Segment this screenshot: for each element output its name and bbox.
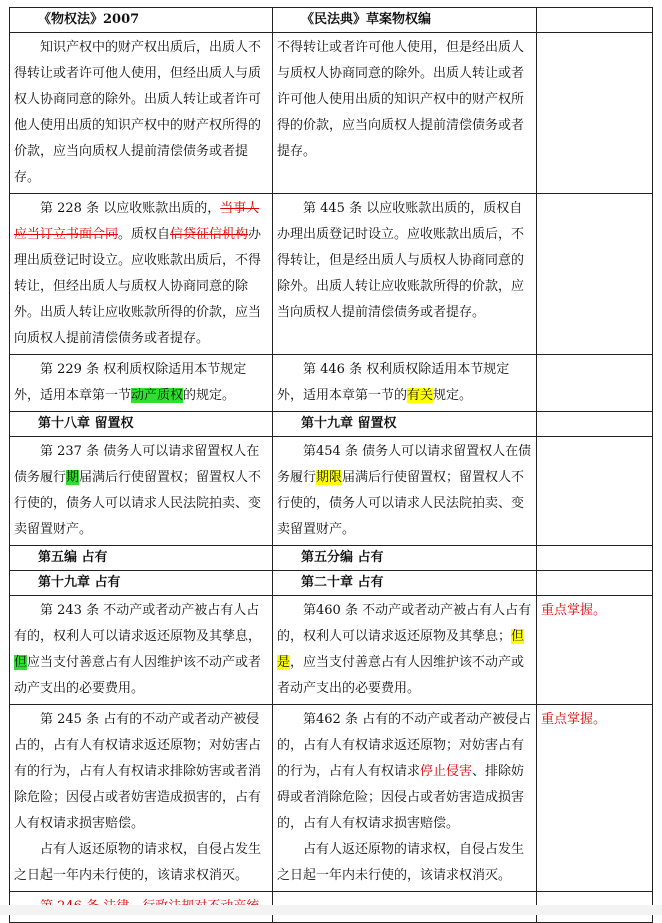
page-bottom-bar (0, 905, 662, 915)
cell-left (10, 194, 273, 355)
header-note (537, 8, 653, 33)
header-right: 《民法典》草案物权编 (273, 8, 537, 33)
cell-note (537, 355, 653, 412)
highlighted-text: 有关 (407, 388, 434, 403)
comparison-table (9, 7, 653, 923)
text: 第 243 条 不动产或者动产被占有人占有的，权利人可以请求返还原物及其孳息， (14, 603, 262, 644)
part-left: 第五编 占有 (10, 546, 273, 571)
text: 届满后行使留置权；留置权人不行使的，债务人可以请求人民法院拍卖、变卖留置财产。 (14, 470, 262, 537)
cell-right (273, 705, 537, 892)
cell-note (537, 546, 653, 571)
cell-note (537, 33, 653, 194)
text: 第 228 条 以应收账款出质的， (40, 201, 221, 216)
highlighted-text: 期限 (316, 470, 343, 485)
text: 第 237 条 债务人可以请求留置权人在债务履行 (14, 444, 260, 485)
paragraph: 占有人返还原物的请求权，自侵占发生之日起一年内未行使的，该请求权消灭。 (277, 842, 525, 883)
cell-note (537, 412, 653, 437)
cell-left (10, 437, 273, 546)
text: 第462 条 占有的不动产或者动产被侵占的，占有人有权请求返还原物；对妨害占有的行为，占有人有权请求 (277, 712, 532, 779)
text: 第 229 条 权利质权除适用本节规定外，适用本章第一节 (14, 362, 247, 403)
text: 届满后行使留置权；留置权人不行使的，债务人可以请求人民法院拍卖、变卖留置财产。 (277, 470, 525, 537)
cell-note (537, 194, 653, 355)
cell-right (273, 437, 537, 546)
deleted-text: 当事人应当订立书面合同 (14, 201, 260, 242)
paragraph: 第 245 条 占有的不动产或者动产被侵占的，占有人有权请求返还原物；对妨害占有的行为，占有人有权请求排除妨害或者消除危险；因侵占或者妨害造成损害的，占有人有权请求损害赔偿。 (14, 712, 262, 831)
part-row (10, 546, 653, 571)
cell-left: 知识产权中的财产权出质后，出质人不得转让或者许可他人使用，但经出质人与质权人协商同意的除外。出质人转让或者许可他人使用出质的知识产权中的财产权所得的价款，应当向质权人提前清偿债务或者提存。 (10, 33, 273, 194)
text: 第460 条 不动产或者动产被占有人占有的，权利人可以请求返还原物及其孳息； (277, 603, 532, 644)
table-row (10, 194, 653, 355)
cell-note (537, 571, 653, 596)
highlighted-text: 但 (14, 655, 28, 670)
table-row (10, 596, 653, 705)
cell-note: 重点掌握。 (537, 596, 653, 705)
table-row (10, 33, 653, 194)
cell-left (10, 705, 273, 892)
text: 、排除妨碍或者消除危险；因侵占或者妨害造成损害的，占有人有权请求损害赔偿。 (277, 764, 525, 831)
text: 规定。 (433, 388, 473, 403)
cell-note: 重点掌握。 (537, 705, 653, 892)
text: 应当支付善意占有人因维护该不动产或者动产支出的必要费用。 (14, 655, 262, 696)
cell-left (10, 596, 273, 705)
paragraph (277, 707, 532, 837)
text: 第 446 条 权利质权除适用本节规定外，适用本章第一节的 (277, 362, 510, 403)
paragraph: 占有人返还原物的请求权，自侵占发生之日起一年内未行使的，该请求权消灭。 (14, 842, 262, 883)
header-left: 《物权法》2007 (10, 8, 273, 33)
chapter-right: 第二十章 占有 (273, 571, 537, 596)
text: 办理出质登记时设立。应收账款出质后，不得转让，但经出质人与质权人协商同意的除 外。出质人转让应收账款所得的价款，应当向质权人提前清偿债务或者提存。 (14, 227, 262, 346)
highlighted-text: 期 (66, 470, 80, 485)
chapter-left: 第十九章 占有 (10, 571, 273, 596)
cell-left (10, 355, 273, 412)
cell-note (537, 437, 653, 546)
chapter-row (10, 412, 653, 437)
cell-right (273, 355, 537, 412)
text: 。质权自 (118, 227, 171, 242)
highlighted-text: 动产质权 (131, 388, 184, 403)
cell-right: 第 445 条 以应收账款出质的，质权自办理出质登记时设立。应收账款出质后，不得转让，但是经出质人与质权人协商同意的除外。出质人转让应收账款所得的价款，应当向质权人提前清偿债务或者提存。 (273, 194, 537, 355)
table-row (10, 355, 653, 412)
deleted-text: 信贷征信机构 (170, 227, 249, 242)
text: 的规定。 (183, 388, 236, 403)
chapter-row (10, 571, 653, 596)
table-row (10, 437, 653, 546)
chapter-right: 第十九章 留置权 (273, 412, 537, 437)
text: ，应当支付善意占有人因维护该不动产或者动产支出的必要费用。 (277, 655, 525, 696)
highlighted-text: 但是 (277, 629, 525, 670)
cell-right: 不得转让或者许可他人使用，但是经出质人与质权人协商同意的除外。出质人转让或者许可他人使用出质的知识产权中的财产权所得的价款，应当向质权人提前清偿债务或者提存。 (273, 33, 537, 194)
table-row (10, 705, 653, 892)
cell-right (273, 596, 537, 705)
table-header-row (10, 8, 653, 33)
text: 第454 条 债务人可以请求留置权人在债务履行 (277, 444, 532, 485)
added-text: 停止侵害 (420, 764, 473, 779)
part-right: 第五分编 占有 (273, 546, 537, 571)
chapter-left: 第十八章 留置权 (10, 412, 273, 437)
